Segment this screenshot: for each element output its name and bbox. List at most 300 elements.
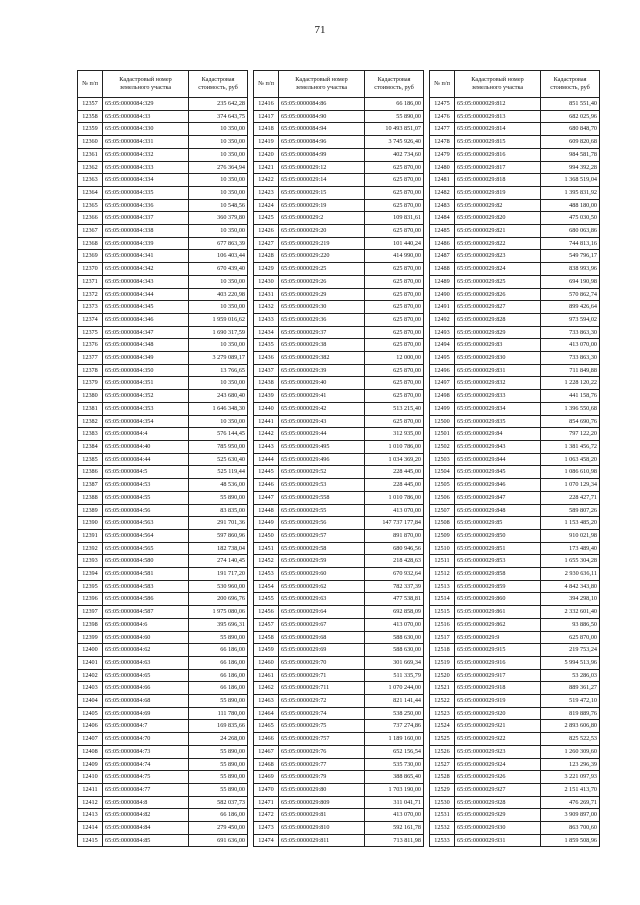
table-row [254,822,424,835]
cadastral-value: 279 450,00 [189,822,248,835]
table-row [430,809,600,822]
cadastral-number: 65:05:0000029:824 [455,263,541,276]
row-number: 12510 [430,542,455,555]
cadastral-number: 65:05:0000084:5 [103,466,189,479]
cadastral-number: 65:05:0000029:77 [279,758,365,771]
cadastral-number: 65:05:0000084:62 [103,644,189,657]
row-number: 12451 [254,542,279,555]
table-row [254,669,424,682]
cadastral-number: 65:05:0000029:72 [279,695,365,708]
row-number: 12403 [78,682,103,695]
table-row [78,186,248,199]
row-number: 12390 [78,517,103,530]
table-row [254,148,424,161]
row-number: 12489 [430,275,455,288]
cadastral-value: 625 870,00 [365,326,424,339]
row-number: 12508 [430,517,455,530]
table-row [78,212,248,225]
table-header-row [254,71,424,98]
cadastral-number: 65:05:0000084:336 [103,199,189,212]
row-number: 12418 [254,123,279,136]
cadastral-number: 65:05:0000084:96 [279,136,365,149]
cadastral-value: 519 472,10 [541,695,600,708]
cadastral-number: 65:05:0000084:68 [103,695,189,708]
cadastral-number: 65:05:0000084:334 [103,174,189,187]
cadastral-number: 65:05:0000029:220 [279,250,365,263]
table-row [78,491,248,504]
cadastral-number: 65:05:0000029:926 [455,771,541,784]
cadastral-number: 65:05:0000029:853 [455,555,541,568]
cadastral-value: 589 807,26 [541,504,600,517]
cadastral-number: 65:05:0000029:26 [279,275,365,288]
row-number: 12412 [78,796,103,809]
row-number: 12466 [254,733,279,746]
cadastral-number: 65:05:0000029:757 [279,733,365,746]
table-row [254,618,424,631]
table-row [78,161,248,174]
cadastral-value: 530 960,00 [189,580,248,593]
table-row [78,148,248,161]
cadastral-value: 625 870,00 [365,313,424,326]
cadastral-number: 65:05:0000029:851 [455,542,541,555]
cadastral-number: 65:05:0000029:81 [279,809,365,822]
row-number: 12525 [430,733,455,746]
cadastral-value: 1 070 129,34 [541,479,600,492]
table-header-row [78,71,248,98]
cadastral-number: 65:05:0000029:57 [279,529,365,542]
row-number: 12481 [430,174,455,187]
cadastral-value: 625 870,00 [365,275,424,288]
cadastral-number: 65:05:0000084:70 [103,733,189,746]
table-row [254,402,424,415]
row-number: 12423 [254,186,279,199]
row-number: 12435 [254,339,279,352]
cadastral-value: 670 932,64 [365,568,424,581]
row-number: 12369 [78,250,103,263]
cadastral-number: 65:05:0000029:382 [279,352,365,365]
table-row [254,834,424,847]
row-number: 12479 [430,148,455,161]
row-number: 12505 [430,479,455,492]
cadastral-number: 65:05:0000029:558 [279,491,365,504]
cadastral-number: 65:05:0000029:822 [455,237,541,250]
cadastral-number: 65:05:0000084:580 [103,555,189,568]
table-row [78,428,248,441]
table-row [430,555,600,568]
table-row [430,225,600,238]
row-number: 12366 [78,212,103,225]
table-row [430,364,600,377]
table-row [430,390,600,403]
row-number: 12519 [430,656,455,669]
cadastral-number: 65:05:0000029:831 [455,364,541,377]
cadastral-number: 65:05:0000084:75 [103,771,189,784]
table-row [78,237,248,250]
table-row [78,415,248,428]
cadastral-value: 55 890,00 [189,771,248,784]
cadastral-value: 525 630,40 [189,453,248,466]
row-number: 12427 [254,237,279,250]
row-number: 12480 [430,161,455,174]
row-number: 12359 [78,123,103,136]
cadastral-value: 312 935,00 [365,428,424,441]
table-row [430,212,600,225]
cadastral-value: 374 643,75 [189,110,248,123]
table-row [430,479,600,492]
cadastral-number: 65:05:0000084:99 [279,148,365,161]
cadastral-value: 83 835,00 [189,504,248,517]
cadastral-value: 538 250,00 [365,707,424,720]
cadastral-value: 10 350,00 [189,186,248,199]
table-row [78,352,248,365]
table-row [430,593,600,606]
cadastral-number: 65:05:0000029:820 [455,212,541,225]
cadastral-table [429,70,600,847]
table-row [254,237,424,250]
table-row [430,644,600,657]
cadastral-value: 291 701,36 [189,517,248,530]
table-row [254,771,424,784]
cadastral-value: 592 161,78 [365,822,424,835]
table-row [430,695,600,708]
table-row [430,339,600,352]
cadastral-value: 744 813,16 [541,237,600,250]
table-row [254,682,424,695]
table-row [430,669,600,682]
row-number: 12422 [254,174,279,187]
table-row [430,758,600,771]
cadastral-value: 235 642,28 [189,98,248,111]
table-row [78,377,248,390]
row-number: 12478 [430,136,455,149]
cadastral-number: 65:05:0000084:63 [103,656,189,669]
cadastral-value: 677 863,39 [189,237,248,250]
cadastral-number: 65:05:0000029:833 [455,390,541,403]
cadastral-table [77,70,248,847]
cadastral-value: 10 350,00 [189,275,248,288]
row-number: 12447 [254,491,279,504]
cadastral-value: 625 870,00 [365,225,424,238]
row-number: 12445 [254,466,279,479]
cadastral-value: 994 392,28 [541,161,600,174]
row-number: 12477 [430,123,455,136]
table-row [78,606,248,619]
cadastral-value: 228 445,00 [365,479,424,492]
cadastral-number: 65:05:0000084:344 [103,288,189,301]
table-row [254,186,424,199]
table-row [430,136,600,149]
row-number: 12394 [78,568,103,581]
cadastral-number: 65:05:0000029:25 [279,263,365,276]
cadastral-value: 1 690 317,59 [189,326,248,339]
table-row [254,250,424,263]
row-number: 12495 [430,352,455,365]
table-row [254,326,424,339]
table-row [430,580,600,593]
cadastral-number: 65:05:0000029:41 [279,390,365,403]
row-number: 12386 [78,466,103,479]
table-row [430,606,600,619]
table-row [78,440,248,453]
table-row [78,568,248,581]
cadastral-number: 65:05:0000084:337 [103,212,189,225]
table-row [78,250,248,263]
row-number: 12513 [430,580,455,593]
cadastral-value: 66 186,00 [189,644,248,657]
row-number: 12487 [430,250,455,263]
table-row [430,682,600,695]
row-number: 12452 [254,555,279,568]
cadastral-table [253,70,424,847]
row-number: 12467 [254,745,279,758]
cadastral-value: 301 669,34 [365,656,424,669]
table-row [254,161,424,174]
row-number: 12459 [254,644,279,657]
table-row [254,568,424,581]
cadastral-value: 403 220,98 [189,288,248,301]
cadastral-value: 570 862,74 [541,288,600,301]
cadastral-value: 360 379,80 [189,212,248,225]
row-number: 12527 [430,758,455,771]
row-number: 12404 [78,695,103,708]
table-row [78,123,248,136]
cadastral-value: 819 889,76 [541,707,600,720]
cadastral-number: 65:05:0000029:846 [455,479,541,492]
table-row [430,796,600,809]
table-row [430,783,600,796]
cadastral-value: 413 070,00 [365,504,424,517]
cadastral-value: 10 350,00 [189,339,248,352]
cadastral-number: 65:05:0000029:917 [455,669,541,682]
header-number: № п/п [254,71,279,98]
table-row [430,313,600,326]
cadastral-value: 973 594,02 [541,313,600,326]
row-number: 12501 [430,428,455,441]
cadastral-value: 1 010 786,00 [365,440,424,453]
row-number: 12522 [430,695,455,708]
table-row [78,136,248,149]
cadastral-number: 65:05:0000084:335 [103,186,189,199]
cadastral-number: 65:05:0000084:333 [103,161,189,174]
row-number: 12440 [254,402,279,415]
table-row [254,390,424,403]
cadastral-number: 65:05:0000029:830 [455,352,541,365]
table-row [254,517,424,530]
cadastral-value: 3 745 926,40 [365,136,424,149]
cadastral-number: 65:05:0000029:38 [279,339,365,352]
table-row [430,440,600,453]
row-number: 12410 [78,771,103,784]
row-number: 12439 [254,390,279,403]
header-cadastral-number: Кадастровый номер земельного участка [103,71,189,98]
row-number: 12499 [430,402,455,415]
cadastral-value: 535 730,00 [365,758,424,771]
table-row [254,796,424,809]
cadastral-number: 65:05:0000029:44 [279,428,365,441]
cadastral-number: 65:05:0000029:810 [279,822,365,835]
cadastral-value: 511 335,79 [365,669,424,682]
cadastral-value: 3 221 097,93 [541,771,600,784]
cadastral-value: 737 274,86 [365,720,424,733]
table-row [254,440,424,453]
cadastral-value: 10 350,00 [189,136,248,149]
cadastral-value: 513 215,40 [365,402,424,415]
row-number: 12476 [430,110,455,123]
row-number: 12521 [430,682,455,695]
cadastral-value: 477 538,81 [365,593,424,606]
cadastral-number: 65:05:0000029:813 [455,110,541,123]
table-row [430,161,600,174]
cadastral-number: 65:05:0000029:828 [455,313,541,326]
row-number: 12531 [430,809,455,822]
cadastral-number: 65:05:0000084:40 [103,440,189,453]
cadastral-number: 65:05:0000029:43 [279,415,365,428]
row-number: 12420 [254,148,279,161]
cadastral-value: 200 696,76 [189,593,248,606]
row-number: 12515 [430,606,455,619]
table-row [78,313,248,326]
table-row [254,339,424,352]
table-row [430,529,600,542]
cadastral-number: 65:05:0000029:75 [279,720,365,733]
cadastral-value: 733 863,30 [541,352,600,365]
cadastral-number: 65:05:0000029:819 [455,186,541,199]
cadastral-number: 65:05:0000084:86 [279,98,365,111]
cadastral-number: 65:05:0000029:84 [455,428,541,441]
row-number: 12417 [254,110,279,123]
row-number: 12520 [430,669,455,682]
table-row [254,288,424,301]
row-number: 12385 [78,453,103,466]
row-number: 12530 [430,796,455,809]
table-row [430,822,600,835]
table-row [254,758,424,771]
table-row [78,504,248,517]
cadastral-number: 65:05:0000084:350 [103,364,189,377]
row-number: 12496 [430,364,455,377]
cadastral-number: 65:05:0000084:583 [103,580,189,593]
table-row [254,98,424,111]
row-number: 12524 [430,720,455,733]
cadastral-number: 65:05:0000029:817 [455,161,541,174]
cadastral-value: 413 070,00 [541,339,600,352]
row-number: 12392 [78,542,103,555]
cadastral-value: 711 849,88 [541,364,600,377]
table-row [254,745,424,758]
cadastral-value: 10 493 851,07 [365,123,424,136]
cadastral-number: 65:05:0000084:82 [103,809,189,822]
row-number: 12419 [254,136,279,149]
cadastral-value: 1 396 550,68 [541,402,600,415]
table-row [430,517,600,530]
table-row [254,542,424,555]
table-row [430,301,600,314]
cadastral-number: 65:05:0000029:929 [455,809,541,822]
table-row [430,745,600,758]
row-number: 12441 [254,415,279,428]
table-row [78,275,248,288]
cadastral-value: 625 870,00 [365,263,424,276]
row-number: 12485 [430,225,455,238]
cadastral-number: 65:05:0000084:77 [103,783,189,796]
row-number: 12511 [430,555,455,568]
row-number: 12425 [254,212,279,225]
row-number: 12491 [430,301,455,314]
cadastral-number: 65:05:0000029:79 [279,771,365,784]
cadastral-number: 65:05:0000029:19 [279,199,365,212]
cadastral-number: 65:05:0000029:921 [455,720,541,733]
cadastral-number: 65:05:0000084:74 [103,758,189,771]
row-number: 12407 [78,733,103,746]
cadastral-value: 101 440,24 [365,237,424,250]
cadastral-number: 65:05:0000084:345 [103,301,189,314]
row-number: 12405 [78,707,103,720]
cadastral-value: 682 025,96 [541,110,600,123]
cadastral-number: 65:05:0000029:74 [279,707,365,720]
cadastral-value: 1 655 304,28 [541,555,600,568]
table-row [254,415,424,428]
row-number: 12361 [78,148,103,161]
cadastral-number: 65:05:0000029:76 [279,745,365,758]
table-row [78,733,248,746]
table-row [430,275,600,288]
cadastral-number: 65:05:0000084:84 [103,822,189,835]
row-number: 12484 [430,212,455,225]
cadastral-number: 65:05:0000029:812 [455,98,541,111]
table-row [78,593,248,606]
cadastral-value: 109 831,61 [365,212,424,225]
cadastral-number: 65:05:0000084:339 [103,237,189,250]
table-row [254,631,424,644]
row-number: 12364 [78,186,103,199]
cadastral-number: 65:05:0000084:348 [103,339,189,352]
cadastral-value: 55 890,00 [189,491,248,504]
row-number: 12433 [254,313,279,326]
table-row [254,809,424,822]
cadastral-number: 65:05:0000084:56 [103,504,189,517]
table-row [254,123,424,136]
table-row [78,529,248,542]
cadastral-value: 1 034 369,20 [365,453,424,466]
row-number: 12387 [78,479,103,492]
table-row [254,428,424,441]
row-number: 12365 [78,199,103,212]
row-number: 12362 [78,161,103,174]
row-number: 12373 [78,301,103,314]
row-number: 12437 [254,364,279,377]
cadastral-value: 733 863,30 [541,326,600,339]
cadastral-value: 2 332 601,40 [541,606,600,619]
cadastral-value: 625 870,00 [365,339,424,352]
table-row [78,542,248,555]
cadastral-number: 65:05:0000084:347 [103,326,189,339]
row-number: 12374 [78,313,103,326]
cadastral-number: 65:05:0000084:7 [103,720,189,733]
cadastral-value: 625 870,00 [365,301,424,314]
row-number: 12436 [254,352,279,365]
row-number: 12517 [430,631,455,644]
cadastral-value: 3 279 089,17 [189,352,248,365]
row-number: 12488 [430,263,455,276]
table-row [78,656,248,669]
row-number: 12411 [78,783,103,796]
row-number: 12486 [430,237,455,250]
row-number: 12462 [254,682,279,695]
table-row [430,288,600,301]
row-number: 12472 [254,809,279,822]
table-row [254,606,424,619]
row-number: 12497 [430,377,455,390]
